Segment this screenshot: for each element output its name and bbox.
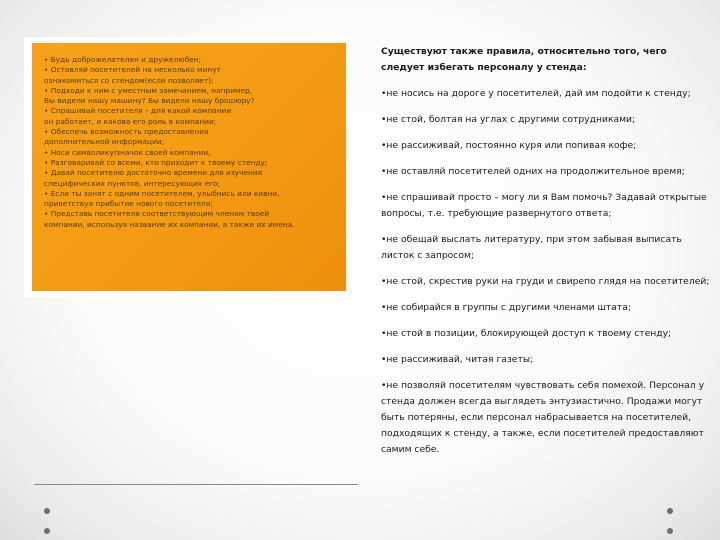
orange-line: • Представь посетителя соответствующим членам твоей	[44, 209, 270, 219]
orange-line: • Обеспечь возможность предоставления	[44, 127, 209, 137]
orange-line: он работает, и какова его роль в компании;	[44, 116, 217, 126]
rule-item: •не стой, скрестив руки на груди и свирепо глядя на посетителей;	[381, 276, 710, 287]
orange-line: • Будь доброжелателен и дружелюбен;	[44, 55, 202, 64]
orange-line: специфических пунктов, интересующих его;	[44, 178, 221, 188]
avoid-rules-list	[381, 86, 711, 458]
intro-heading: Существуют также правила, относительно того, чего следует избегать персоналу у стенда:	[381, 46, 667, 73]
orange-line: • Давай посетителю достаточно времени для изучения	[44, 168, 263, 178]
orange-line: • Подходи к ним с уместным замечанием, например,	[44, 85, 253, 95]
orange-line: • Разговаривай со всеми, кто приходит к твоему стенду;	[44, 157, 268, 167]
rule-item: •не рассиживай, читая газеты;	[381, 354, 534, 365]
orange-line: Вы видели нашу машину? Вы видели нашу брошюру?	[44, 96, 255, 106]
orange-line: • Спрашивай посетителя – для какой компании	[44, 106, 232, 116]
rule-item: •не собирайся в группы с другими членами штата;	[381, 302, 631, 313]
orange-image-panel	[24, 37, 350, 297]
right-column	[381, 44, 711, 468]
orange-line: приветствуя прибытие нового посетителя;	[44, 199, 213, 209]
corner-dot-bottom-left-2	[44, 528, 50, 534]
orange-line: ознакомиться со стендом(если позволяет);	[44, 75, 214, 85]
orange-line: • Носи символику/значок своей компании;	[44, 147, 211, 157]
orange-line: • Если ты занят с одним посетителем, улыбнись или кивни,	[44, 188, 280, 198]
corner-dot-bottom-right	[667, 508, 673, 514]
rule-item: •не позволяй посетителям чувствовать себя помехой. Персонал у стенда должен всегда выглядеть энтузиастично. Продажи могут быть потеряны, если персонал набрасывается на посетителей, подходящих к стенду, а также, если посетителей предоставляют самим себе.	[381, 380, 705, 455]
orange-line: дополнительной информации;	[44, 137, 165, 147]
rule-item: •не рассиживай, постоянно куря или попивая кофе;	[381, 140, 637, 151]
rule-item: •не стой в позиции, блокирующей доступ к твоему стенду;	[381, 328, 672, 339]
rule-item: •не носись на дороге у посетителей, дай им подойти к стенду;	[381, 88, 691, 99]
orange-text-block	[32, 43, 346, 291]
bottom-divider	[34, 484, 358, 485]
corner-dot-bottom-left	[44, 508, 50, 514]
corner-dot-bottom-right-2	[667, 528, 673, 534]
rule-item: •не обещай выслать литературу, при этом забывая выписать листок с запросом;	[381, 234, 682, 261]
orange-line: компании, используя название их компании, а также их имена.	[44, 219, 295, 229]
rule-item: •не спрашивай просто – могу ли я Вам помочь? Задавай открытые вопросы, т.е. требующие развернутого ответа;	[381, 192, 707, 219]
orange-line: • Оставляй посетителей на несколько минут	[44, 65, 221, 75]
rule-item: •не оставляй посетителей одних на продолжительное время;	[381, 166, 685, 177]
rule-item: •не стой, болтая на углах с другими сотрудниками;	[381, 114, 636, 125]
orange-rules-list	[44, 55, 336, 230]
